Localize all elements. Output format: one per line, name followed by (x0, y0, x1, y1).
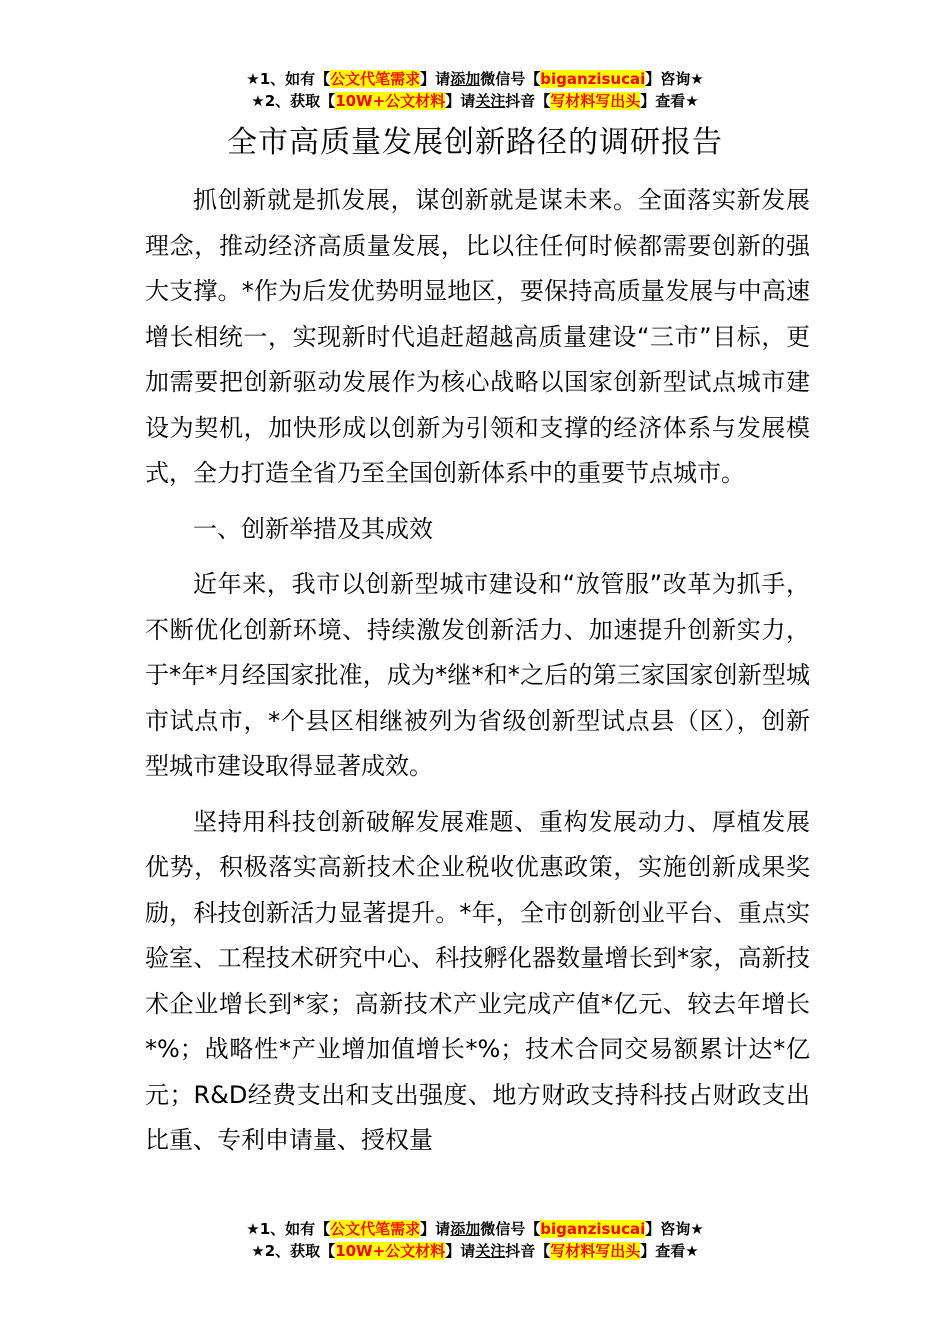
document-body (145, 178, 810, 1164)
banner-text: 】查看★ (640, 92, 699, 110)
banner-text: ★1、如有【 (246, 1220, 331, 1238)
banner-text: 微信号【 (480, 1220, 541, 1238)
banner-underlined: 关注 (475, 92, 506, 110)
banner-highlight: 写材料写出头 (550, 92, 641, 110)
banner-highlight: 10W+公文材料 (335, 1242, 446, 1260)
banner-text: ★1、如有【 (246, 70, 331, 88)
banner-highlight: 10W+公文材料 (335, 92, 446, 110)
banner-highlight: 公文代笔需求 (330, 1220, 421, 1238)
section-heading: 一、创新举措及其成效 (193, 514, 433, 543)
banner-text: 】请 (445, 92, 476, 110)
banner-highlight: 写材料写出头 (550, 1242, 641, 1260)
banner-underlined: 添加 (450, 70, 481, 88)
banner-text: 】请 (445, 1242, 476, 1260)
banner-underlined: 关注 (475, 1242, 506, 1260)
banner-text: ★2、获取【 (251, 1242, 336, 1260)
banner-text: 】查看★ (640, 1242, 699, 1260)
banner-line-1 (0, 68, 950, 90)
body-paragraph: 坚持用科技创新破解发展难题、重构发展动力、厚植发展优势，积极落实高新技术企业税收优惠政策，实施创新成果奖励，科技创新活力显著提升。*年，全市创新创业平台、重点实验室、工程技术研究中心、科技孵化器数量增长到*家，高新技术企业增长到*家；高新技术产业完成产值*亿元、较去年增长*%；战略性*产业增加值增长*%；技术合同交易额累计达*亿元；R&D经费支出和支出强度、地方财政支持科技占财政支出比重、专利申请量、授权量 (145, 807, 810, 1154)
banner-text: 微信号【 (480, 70, 541, 88)
banner-text: 抖音【 (505, 92, 551, 110)
banner-underlined: 添加 (450, 1220, 481, 1238)
banner-text: 抖音【 (505, 1242, 551, 1260)
banner-text: 】请 (420, 1220, 451, 1238)
banner-line-2 (0, 1240, 950, 1262)
banner-highlight: 公文代笔需求 (330, 70, 421, 88)
header-banner (0, 68, 950, 112)
banner-highlight: biganzisucai (540, 70, 646, 88)
body-paragraph: 近年来，我市以创新型城市建设和“放管服”改革为抓手，不断优化创新环境、持续激发创新活力、加速提升创新实力，于*年*月经国家批准，成为*继*和*之后的第三家国家创新型城市试点市，*个县区相继被列为省级创新型试点县（区），创新型城市建设取得显著成效。 (145, 570, 810, 780)
banner-text: 】请 (420, 70, 451, 88)
banner-text: 】咨询★ (645, 70, 704, 88)
banner-highlight: biganzisucai (540, 1220, 646, 1238)
intro-paragraph: 抓创新就是抓发展，谋创新就是谋未来。全面落实新发展理念，推动经济高质量发展，比以往任何时候都需要创新的强大支撑。*作为后发优势明显地区，要保持高质量发展与中高速增长相统一，实现新时代追赶超越高质量建设“三市”目标，更加需要把创新驱动发展作为核心战略以国家创新型试点城市建设为契机，加快形成以创新为引领和支撑的经济体系与发展模式，全力打造全省乃至全国创新体系中的重要节点城市。 (145, 186, 810, 487)
banner-text: ★2、获取【 (251, 92, 336, 110)
footer-banner (0, 1218, 950, 1262)
banner-text: 】咨询★ (645, 1220, 704, 1238)
banner-line-2 (0, 90, 950, 112)
document-title: 全市高质量发展创新路径的调研报告 (227, 125, 723, 160)
banner-line-1 (0, 1218, 950, 1240)
